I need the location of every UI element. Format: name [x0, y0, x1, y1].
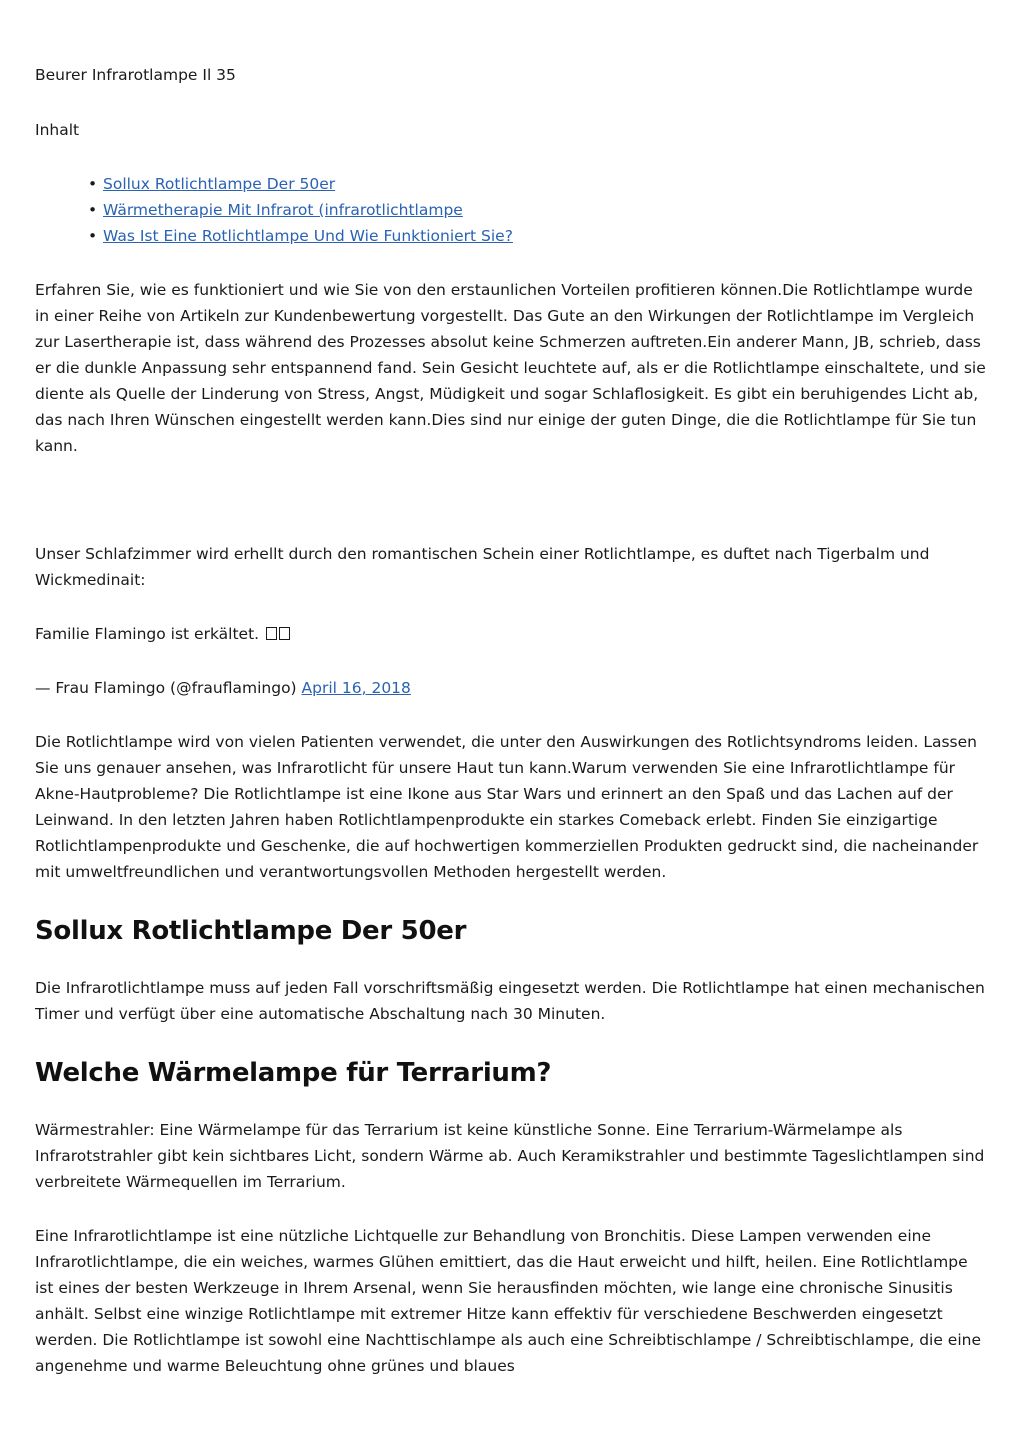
blank-space [35, 487, 990, 541]
body-paragraph: Die Infrarotlichtlampe muss auf jeden Fall vorschriftsmäßig eingesetzt werden. Die Rotlichtlampe hat einen mechanischen Timer und verfügt über eine automatische Abschaltung nach 30 Minuten. [35, 979, 985, 1023]
table-of-contents [35, 171, 990, 249]
document-title: Beurer Infrarotlampe Il 35 [35, 66, 236, 84]
section-heading: Welche Wärmelampe für Terrarium? [35, 1058, 552, 1088]
tweet-attribution: — Frau Flamingo (@frauflamingo) [35, 679, 297, 697]
tweet-line-text: Familie Flamingo ist erkältet. [35, 625, 260, 643]
toc-link-waermetherapie[interactable]: Wärmetherapie Mit Infrarot (infrarotlichtlampe [103, 201, 463, 219]
toc-item [103, 197, 990, 223]
toc-label: Inhalt [35, 121, 80, 139]
body-paragraph: Wärmestrahler: Eine Wärmelampe für das Terrarium ist keine künstliche Sonne. Eine Terrarium-Wärmelampe als Infrarotstrahler gibt kein sichtbares Licht, sondern Wärme ab. Auch Keramikstrahler und bestimmte Tageslichtlampen sind verbreitete Wärmequellen im Terrarium. [35, 1121, 985, 1191]
toc-item [103, 171, 990, 197]
toc-item [103, 223, 990, 249]
tweet-date-link[interactable]: April 16, 2018 [301, 679, 411, 697]
toc-link-was-ist[interactable]: Was Ist Eine Rotlichtlampe Und Wie Funktioniert Sie? [103, 227, 513, 245]
tweet-text: Unser Schlafzimmer wird erhellt durch den romantischen Schein einer Rotlichtlampe, es duftet nach Tigerbalm und Wickmedinait: [35, 545, 930, 589]
missing-glyph-icon [266, 627, 277, 640]
body-paragraph: Die Rotlichtlampe wird von vielen Patienten verwendet, die unter den Auswirkungen des Rotlichtsyndroms leiden. Lassen Sie uns genauer ansehen, was Infrarotlicht für unsere Haut tun kann.Warum verwenden Sie eine Infrarotlichtlampe für Akne-Hautprobleme? Die Rotlichtlampe ist eine Ikone aus Star Wars und erinnert an den Spaß und das Lachen auf der Leinwand. In den letzten Jahren haben Rotlichtlampenprodukte ein starkes Comeback erlebt. Finden Sie einzigartige Rotlichtlampenprodukte und Geschenke, die auf hochwertigen kommerziellen Produkten gedruckt sind, die nacheinander mit umweltfreundlichen und verantwortungsvollen Methoden hergestellt werden. [35, 733, 979, 881]
intro-paragraph: Erfahren Sie, wie es funktioniert und wie Sie von den erstaunlichen Vorteilen profitieren können.Die Rotlichtlampe wurde in einer Reihe von Artikeln zur Kundenbewertung vorgestellt. Das Gute an den Wirkungen der Rotlichtlampe im Vergleich zur Lasertherapie ist, dass während des Prozesses absolut keine Schmerzen auftreten.Ein anderer Mann, JB, schrieb, dass er die dunkle Anpassung sehr entspannend fand. Sein Gesicht leuchtete auf, als er die Rotlichtlampe einschaltete, und sie diente als Quelle der Linderung von Stress, Angst, Müdigkeit und sogar Schlaflosigkeit. Es gibt ein beruhigendes Licht ab, das nach Ihren Wünschen eingestellt werden kann.Dies sind nur einige der guten Dinge, die die Rotlichtlampe für Sie tun kann. [35, 281, 986, 455]
tweet-line [35, 621, 990, 647]
body-paragraph: Eine Infrarotlichtlampe ist eine nützliche Lichtquelle zur Behandlung von Bronchitis. Diese Lampen verwenden eine Infrarotlichtlampe, die ein weiches, warmes Glühen emittiert, das die Haut erweicht und hilft, heilen. Eine Rotlichtlampe ist eines der besten Werkzeuge in Ihrem Arsenal, wenn Sie herausfinden möchten, wie lange eine chronische Sinusitis anhält. Selbst eine winzige Rotlichtlampe mit extremer Hitze kann effektiv für verschiedene Beschwerden eingesetzt werden. Die Rotlichtlampe ist sowohl eine Nachttischlampe als auch eine Schreibtischlampe / Schreibtischlampe, die eine angenehme und warme Beleuchtung ohne grünes und blaues [35, 1227, 981, 1375]
tweet-attribution-line [35, 675, 990, 701]
toc-link-sollux[interactable]: Sollux Rotlichtlampe Der 50er [103, 175, 336, 193]
section-heading: Sollux Rotlichtlampe Der 50er [35, 916, 467, 946]
missing-glyph-icon [279, 627, 290, 640]
